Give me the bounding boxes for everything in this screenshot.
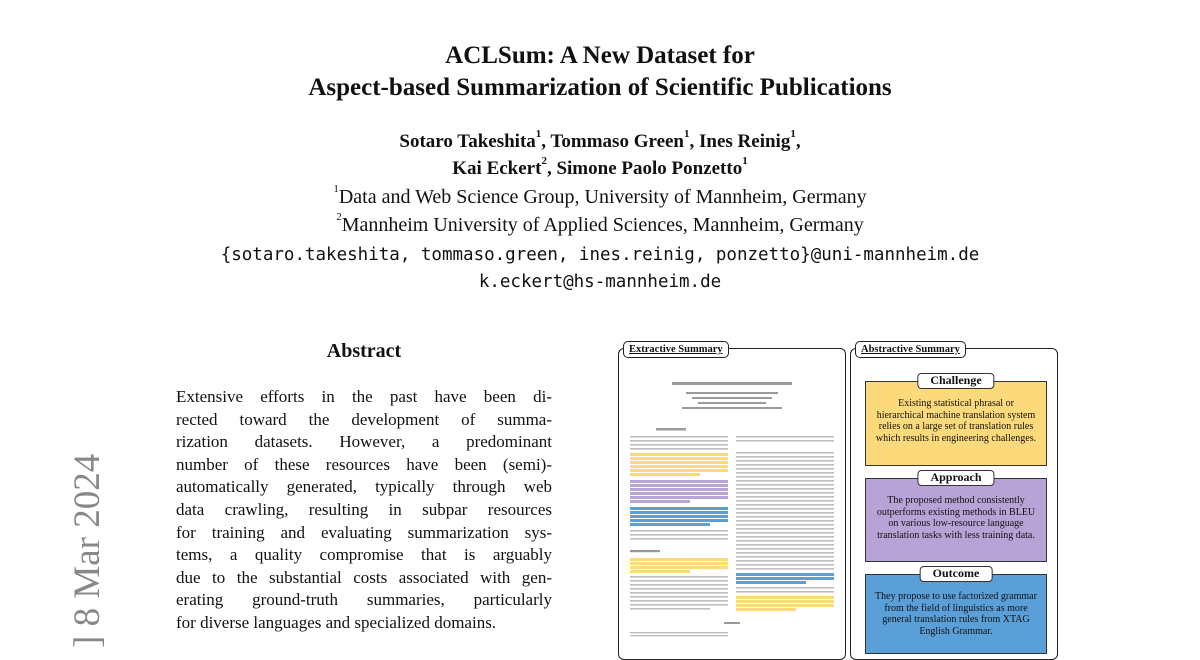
outcome-card [865,566,1047,654]
abstract-body [176,386,552,635]
extractive-summary-label: Extractive Summary [623,341,729,358]
affiliation-mark: 2 [336,211,342,223]
abstract-line: automatically generated, typically through web [176,477,552,497]
arxiv-side-stamp: ] 8 Mar 2024 [67,453,108,648]
affiliation-2 [0,211,1200,237]
challenge-text: Existing statistical phrasal or hierarchical machine translation system relies on a large set of translation rules which results in engineering challenges. [875,398,1037,444]
abstract-line: data crawling, resulting in subpar resources [176,499,552,519]
affiliation-mark: 1 [742,155,748,167]
approach-label: Approach [917,470,994,486]
abstract-line: due to the substantial costs associated with gen- [176,567,552,587]
author-line-1: Sotaro Takeshita$^1$, Tommaso Green$^1$, Ines Reinig$^1$, [399,128,801,152]
author-name: Ines Reinig [699,131,791,152]
paper-title-line-1: ACLSum: A New Dataset for [445,42,755,69]
approach-text: The proposed method consistently outperforms existing methods in BLEU on various low-resource language translation tasks with less training data. [876,495,1036,541]
author-name: Sotaro Takeshita [399,131,536,152]
abstract-line: Extensive efforts in the past have been di- [176,387,552,406]
abstract-line: number of these resources have been (semi)- [176,454,552,474]
outcome-text: They propose to use factorized grammar from the field of linguistics as more general translation rules from XTAG English Grammar. [875,591,1037,637]
paper-title-line-2: Aspect-based Summarization of Scientific Publications [308,74,892,101]
affiliation-mark: 1 [333,183,339,195]
challenge-label: Challenge [917,373,994,389]
challenge-card [865,373,1047,466]
mini-paper-thumbnail [622,370,842,648]
author-name: Simone Paolo Ponzetto [556,158,743,179]
affiliation-mark: 2 [541,155,547,167]
abstract-line: for diverse languages and specialized domains. [176,612,497,632]
author-name: Kai Eckert [452,158,542,179]
author-name: Tommaso Green [550,131,684,152]
affiliation-text: Data and Web Science Group, University of Mannheim, Germany [338,186,867,208]
affiliation-mark: 1 [535,128,542,140]
outcome-label: Outcome [920,566,993,582]
author-line-2: Kai Eckert$^2$, Simone Paolo Ponzetto$^1$ [452,155,748,179]
approach-card [865,470,1047,562]
abstract-line: rected toward the development of summa- [176,409,552,429]
abstract-line: tems, a quality compromise that is arguably [176,545,552,565]
email-line-2: k.eckert@hs-mannheim.de [478,272,722,292]
abstract-heading: Abstract [326,340,402,362]
abstract-line: rization datasets. However, a predominant [176,432,552,452]
affiliation-text: Mannheim University of Applied Sciences, Mannheim, Germany [341,214,864,236]
email-line-1: {sotaro.takeshita, tommaso.green, ines.reinig, ponzetto}@uni-mannheim.de [220,245,980,265]
affiliation-1 [0,183,1200,209]
abstract-line: for training and evaluating summarization sys- [176,522,552,542]
abstractive-summary-label: Abstractive Summary [855,341,966,358]
abstract-line: erating ground-truth summaries, particularly [176,590,552,610]
affiliation-mark: 1 [790,128,796,140]
affiliation-mark: 1 [684,128,690,140]
